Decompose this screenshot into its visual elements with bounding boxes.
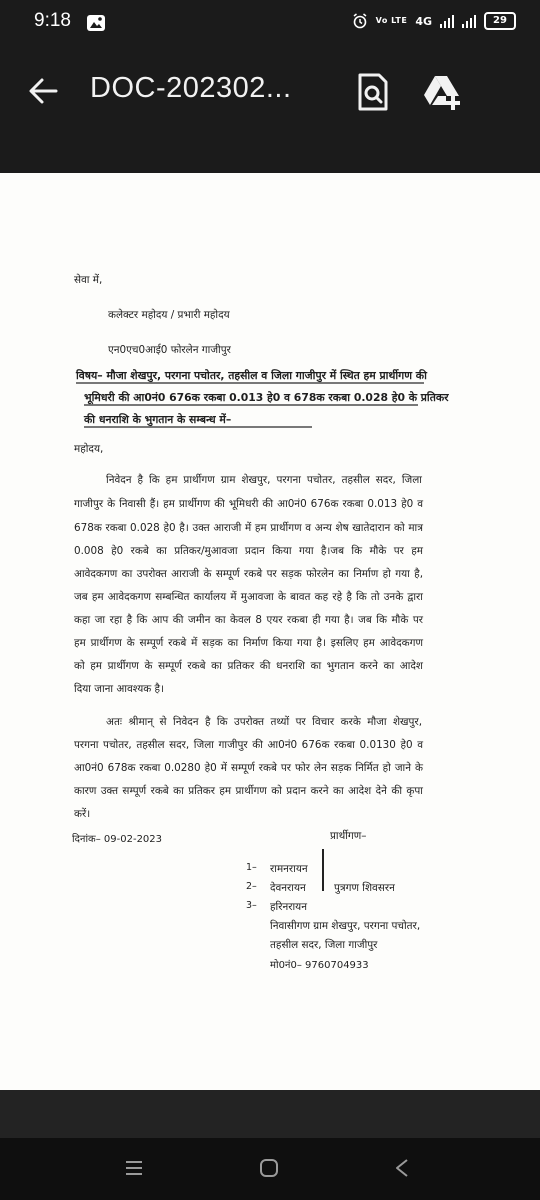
- signal-icon: [440, 14, 454, 28]
- home-icon[interactable]: [259, 1158, 279, 1182]
- address-line-2: तहसील सदर, जिला गाजीपुर: [270, 939, 378, 951]
- para2-line: कारण उक्त सम्पूर्ण रकबे का प्रतिकर हम प्रार्थीगण को प्रदान करने का आदेश देने की कृपा: [74, 785, 423, 797]
- recent-apps-icon[interactable]: [124, 1158, 144, 1182]
- alarm-icon: [352, 13, 368, 29]
- recipient-line-1: कलेक्टर महोदय / प्रभारी महोदय: [108, 309, 230, 321]
- applicant-num: 3–: [246, 900, 257, 911]
- letter-body: [0, 173, 540, 1090]
- para2-line: परगना पचोतर, तहसील सदर, जिला गाजीपुर की आ0नं0 676क रकबा 0.0130 हे0 व: [74, 739, 423, 751]
- address-line-1: निवासीगण ग्राम शेखपुर, परगना पचोतर,: [270, 920, 421, 932]
- para1-line: हम प्रार्थीगण के सम्पूर्ण रकबे में सड़क का निर्माण किया गया है। इसलिए हम आवेदकगण: [74, 637, 423, 649]
- battery-indicator: 29: [484, 12, 516, 30]
- signoff: प्रार्थीगण–: [330, 830, 367, 842]
- status-bar: [0, 0, 540, 48]
- para2-line: करें।: [74, 808, 91, 820]
- find-in-document-icon[interactable]: [355, 72, 391, 112]
- para2-line: अतः श्रीमान् से निवेदन है कि उपरोक्त तथ्यों पर विचार करके मौजा शेखपुर,: [106, 716, 422, 728]
- document-page[interactable]: [0, 173, 540, 1090]
- subject-line-2: भूमिधरी की आ0नं0 676क रकबा 0.013 हे0 व 678क रकबा 0.028 हे0 के प्रतिकर: [84, 391, 449, 404]
- applicant-name: रामनरायन: [270, 863, 308, 875]
- para1-line: जब हम आवेदकगण सम्बन्धित कार्यालय में मुआवजा के बावत कह रहे है कि तो उनके द्वारा: [74, 591, 423, 603]
- add-to-drive-icon[interactable]: [422, 74, 462, 110]
- letter-date: दिनांक– 09-02-2023: [72, 834, 163, 845]
- para1-line: 0.008 हे0 रकबे का प्रतिकर/मुआवजा प्रदान किया गया है।जब कि मौके पर हम: [74, 545, 423, 557]
- system-nav-bar: [0, 1138, 540, 1200]
- para2-line: आ0नं0 678क रकबा 0.0280 हे0 में सम्पूर्ण रकबे पर फोर लेन सड़क निर्मित हो जाने के: [74, 762, 423, 774]
- subject-line-3: की धनराशि के भुगतान के सम्बन्ध में–: [84, 413, 232, 426]
- para1-line: कहा जा रहा है कि आप की जमीन का केवल 8 एयर रकबा ही गया है। जब कि मौके पर: [74, 614, 423, 626]
- gallery-notification-icon: [86, 13, 106, 33]
- subject-line-1: विषय– मौजा शेखपुर, परगना पचोतर, तहसील व जिला गाजीपुर में स्थित हम प्रार्थीगण की: [76, 369, 427, 382]
- para1-line: निवेदन है कि हम प्रार्थीगण ग्राम शेखपुर, परगना पचोतर, तहसील सदर, जिला: [106, 474, 422, 486]
- applicant-name: हरिनरायन: [270, 901, 307, 913]
- sons-of: पुत्रगण शिवसरन: [334, 882, 395, 894]
- applicant-num: 1–: [246, 862, 257, 873]
- signal-icon-2: [462, 14, 476, 28]
- network-type: 4G: [415, 14, 432, 28]
- salutation-to: सेवा में,: [74, 274, 103, 286]
- para1-line: आवेदकगण का उपरोक्त आराजी के सम्पूर्ण रकबे पर सड़क फोरलेन का निर्माण हो गया है,: [74, 568, 423, 580]
- status-time: 9:18: [34, 10, 71, 31]
- applicant-name: देवनरायन: [270, 882, 306, 894]
- volte-indicator: Vo LTE: [375, 16, 408, 25]
- recipient-line-2: एन0एच0आई0 फोरलेन गाजीपुर: [108, 344, 231, 356]
- para1-line: को हम प्रार्थीगण के सम्पूर्ण रकबे का प्रतिकर की धनराशि का भुगतान करने का आदेश: [74, 660, 423, 672]
- para1-line: गाजीपुर के निवासी हैं। हम प्रार्थीगण की भूमिधरी की आ0नं0 676क रकबा 0.013 हे0 व: [74, 498, 423, 510]
- back-arrow-icon[interactable]: [26, 74, 60, 108]
- app-bar: [0, 48, 540, 172]
- para1-line: दिया जाना आवश्यक है।: [74, 683, 164, 695]
- greeting: महोदय,: [74, 443, 104, 455]
- para1-line: 678क रकबा 0.028 हे0 है। उक्त आराजी में हम प्रार्थीगण व अन्य शेष खातेदारान को मात्र: [74, 522, 423, 534]
- bottom-toolbar: [0, 1090, 540, 1138]
- document-title: DOC-202302...: [90, 72, 292, 104]
- mobile-number: मो0नं0– 9760704933: [270, 960, 369, 971]
- back-nav-icon[interactable]: [392, 1158, 412, 1182]
- applicants-divider: [322, 849, 324, 891]
- subject-underline: [76, 366, 424, 430]
- applicant-num: 2–: [246, 881, 257, 892]
